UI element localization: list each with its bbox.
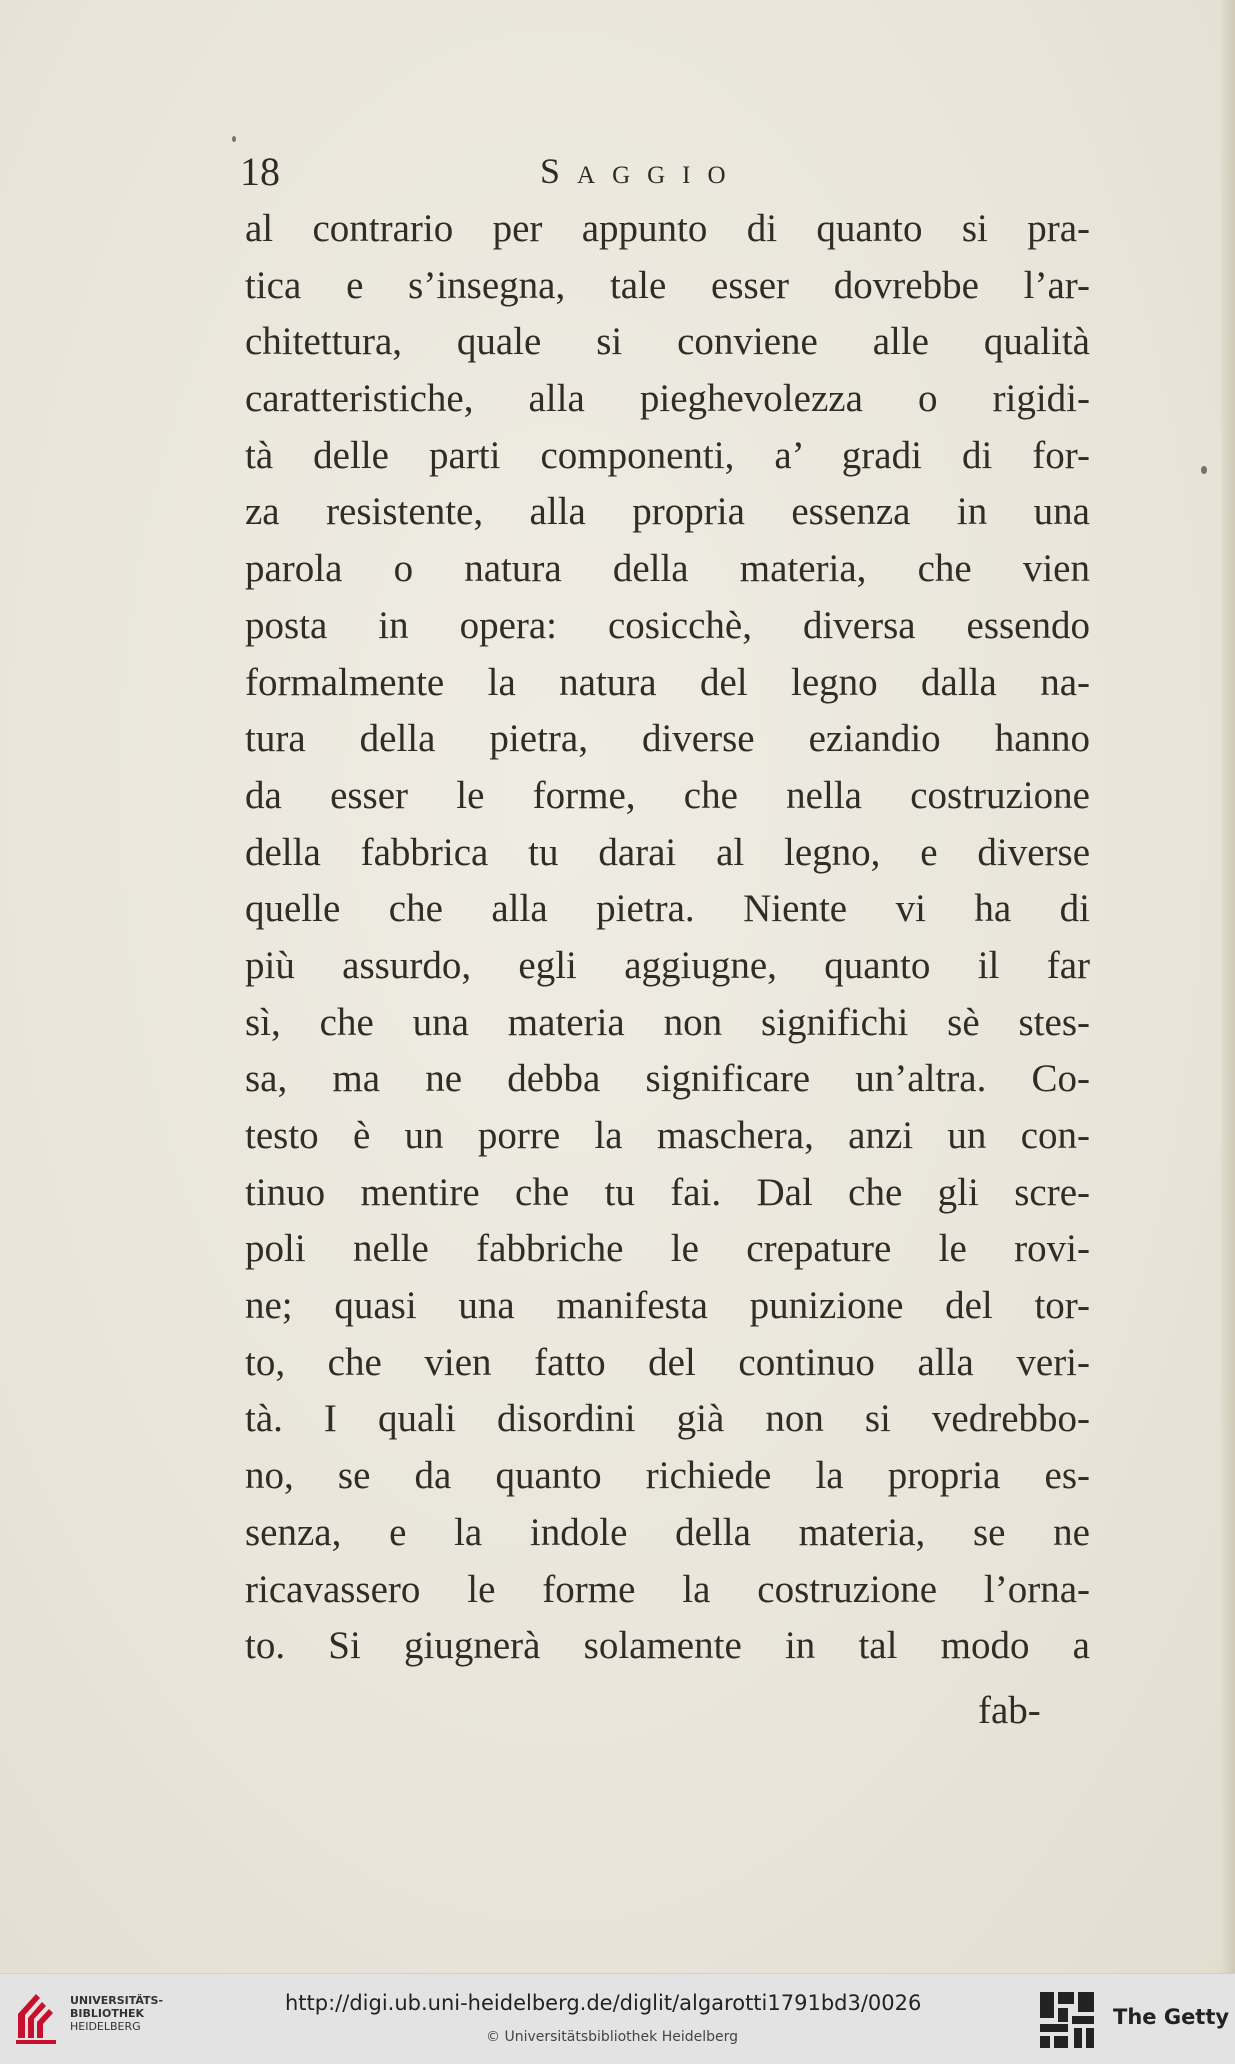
ink-speck — [1201, 466, 1207, 474]
text-line: to, che vien fatto del continuo alla veri- — [245, 1340, 1090, 1384]
text-line: senza, e la indole della materia, se ne — [245, 1510, 1090, 1554]
text-line: formalmente la natura del legno dalla na- — [245, 660, 1090, 704]
getty-logo-icon — [1038, 1990, 1098, 2050]
library-name — [70, 1994, 163, 2033]
body-text — [245, 201, 1090, 1675]
text-line: da esser le forme, che nella costruzione — [245, 773, 1090, 817]
catchword: fab- — [978, 1689, 1041, 1732]
library-name-line: HEIDELBERG — [70, 2020, 141, 2033]
text-line: chitettura, quale si conviene alle qualità — [245, 320, 1090, 364]
text-line: tà delle parti componenti, a’ gradi di for- — [245, 433, 1090, 477]
copyright-notice: © Universitätsbibliothek Heidelberg — [486, 2029, 739, 2045]
text-line: no, se da quanto richiede la propria es- — [245, 1454, 1090, 1498]
text-line: tà. I quali disordini già non si vedrebbo- — [245, 1397, 1090, 1441]
ub-heidelberg-logo-icon — [12, 1988, 62, 2046]
running-head — [240, 148, 1100, 208]
partner-name: The Getty — [1113, 2005, 1230, 2029]
text-line: testo è un porre la maschera, anzi un con- — [245, 1114, 1090, 1157]
text-line: quelle che alla pietra. Niente vi ha di — [245, 887, 1090, 931]
text-line: za resistente, alla propria essenza in una — [245, 490, 1090, 534]
text-line: della fabbrica tu darai al legno, e diverse — [245, 830, 1090, 874]
library-name-line: BIBLIOTHEK — [70, 2007, 145, 2020]
footer-bar — [0, 1973, 1235, 2064]
running-title: Saggio — [540, 151, 743, 191]
ink-speck — [232, 136, 236, 142]
text-line: caratteristiche, alla pieghevolezza o rigidi- — [245, 377, 1090, 421]
text-line: parola o natura della materia, che vien — [245, 547, 1090, 591]
permalink-url[interactable]: http://digi.ub.uni-heidelberg.de/diglit/algarotti1791bd3/0026 — [285, 1991, 922, 2015]
text-line: poli nelle fabbriche le crepature le rovi- — [245, 1227, 1090, 1271]
library-name-line: UNIVERSITÄTS- — [70, 1994, 164, 2007]
text-line: più assurdo, egli aggiugne, quanto il far — [245, 943, 1090, 987]
text-line: sì, che una materia non significhi sè stes- — [245, 1000, 1090, 1044]
text-line: ricavassero le forme la costruzione l’orna- — [245, 1567, 1090, 1611]
text-line: posta in opera: cosicchè, diversa essendo — [245, 603, 1090, 647]
text-line: tinuo mentire che tu fai. Dal che gli scre- — [245, 1170, 1090, 1214]
page-number: 18 — [240, 149, 280, 194]
text-line: tura della pietra, diverse eziandio hanno — [245, 717, 1090, 761]
text-line: tica e s’insegna, tale esser dovrebbe l’ar- — [245, 263, 1090, 307]
text-line: to. Si giugnerà solamente in tal modo a — [245, 1624, 1090, 1668]
page-edge — [1221, 0, 1235, 1973]
text-line: sa, ma ne debba significare un’altra. Co- — [245, 1057, 1090, 1101]
text-line: ne; quasi una manifesta punizione del tor- — [245, 1284, 1090, 1328]
text-line: al contrario per appunto di quanto si pra- — [245, 207, 1090, 250]
